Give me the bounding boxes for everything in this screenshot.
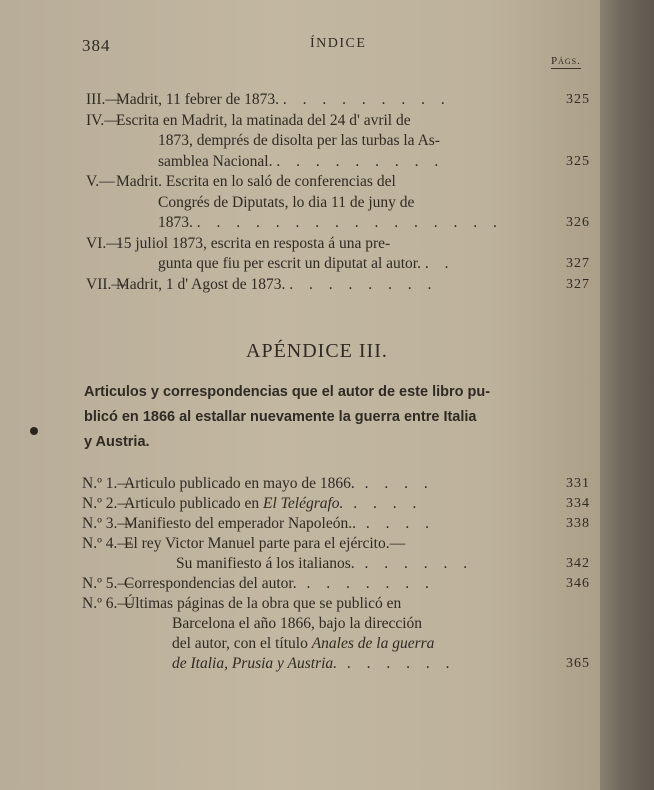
entry-number: IV.— (86, 111, 120, 129)
page-number: 384 (82, 36, 111, 55)
index-item (82, 494, 590, 514)
index-item (82, 474, 590, 494)
running-title: ÍNDICE (310, 36, 367, 51)
item-number: N.º 5.— (82, 575, 133, 592)
entry-number: VI.— (86, 234, 122, 252)
appendix-intro (84, 380, 584, 455)
item-text: El rey Victor Manuel parte para el ejército.— (124, 535, 406, 552)
leader-dots: . . . . . . . . . . . . . . . . (196, 214, 503, 231)
entry-page: 327 (566, 256, 590, 271)
entry-text: Congrés de Diputats, lo dia 11 de juny de (158, 193, 415, 211)
item-text: Su manifiesto á los italianos. (176, 555, 355, 572)
item-text: Manifiesto del emperador Napoleón.. (124, 515, 356, 532)
pages-column-label: Págs. (551, 55, 581, 67)
item-text: Barcelona el año 1866, bajo la dirección (172, 615, 423, 632)
item-page: 334 (566, 496, 590, 511)
item-page: 338 (566, 516, 590, 531)
leader-dots: . . . . . . . . . (276, 152, 445, 170)
leader-dots: . . (424, 255, 455, 272)
entry-text: samblea Nacional. (158, 152, 273, 170)
item-page: 342 (566, 556, 590, 571)
leader-dots: . . . . (354, 475, 434, 492)
appendix-2-entries (86, 90, 590, 295)
item-italic-title: El Telégrafo. (263, 495, 344, 512)
item-page: 331 (566, 476, 590, 491)
leader-dots: . . . . (356, 515, 435, 532)
entry-text: Madrit, 1 d' Agost de 1873. (116, 275, 286, 293)
entry-page: 326 (566, 215, 590, 230)
item-text: del autor, con el título (172, 635, 312, 652)
leader-dots: . . . . (343, 495, 423, 512)
index-entry (86, 234, 590, 275)
intro-line: y Austria. (84, 434, 150, 450)
item-italic-title: de Italia, Prusia y Austria. (172, 655, 338, 672)
entry-text: 15 juliol 1873, escrita en resposta á una pre- (116, 234, 391, 252)
book-spine (600, 0, 654, 790)
item-number: N.º 3.— (82, 515, 133, 532)
ink-spot (30, 427, 38, 435)
index-entry (86, 172, 590, 234)
entry-text: Madrit, 11 febrer de 1873. (116, 91, 279, 108)
intro-line: blicó en 1866 al estallar nuevamente la guerra entre Italia (84, 409, 477, 425)
entry-text: 1873. (158, 214, 193, 231)
entry-page: 325 (566, 92, 590, 107)
appendix-title: APÉNDICE III. (246, 340, 388, 362)
item-number: N.º 2.— (82, 495, 133, 512)
item-page: 346 (566, 576, 590, 591)
item-page: 365 (566, 656, 590, 671)
item-number: N.º 1.— (82, 475, 133, 492)
entry-number: VII.— (86, 275, 127, 293)
index-entry (86, 90, 590, 111)
leader-dots: . . . . . . . . . (282, 91, 451, 108)
item-italic-title: Anales de la guerra (311, 635, 435, 652)
intro-line: Articulos y correspondencias que el autor de este libro pu- (84, 384, 491, 400)
item-text: Últimas páginas de la obra que se publicó en (124, 595, 402, 612)
index-item (82, 534, 590, 574)
entry-number: V.— (86, 173, 115, 190)
item-text: Articulo publicado en (124, 495, 264, 512)
index-item (82, 594, 590, 674)
entry-text: Escrita en Madrit, la matinada del 24 d' avril de (116, 111, 411, 129)
entry-number: III.— (86, 91, 121, 108)
item-text: Articulo publicado en mayo de 1866. (124, 475, 355, 492)
index-item (82, 514, 590, 534)
entry-page: 325 (566, 153, 590, 169)
index-entry (86, 111, 590, 173)
leader-dots: . . . . . . (337, 655, 456, 672)
entry-page: 327 (566, 276, 590, 292)
index-entry (86, 275, 590, 296)
appendix-3-items (82, 474, 590, 674)
leader-dots: . . . . . . . . (289, 275, 438, 293)
index-item (82, 574, 590, 594)
leader-dots: . . . . . . . (296, 575, 435, 592)
leader-dots: . . . . . . (354, 555, 474, 572)
entry-text: Madrit. Escrita en lo saló de conferencias del (116, 173, 396, 190)
entry-text: 1873, demprés de disolta per las turbas la As- (158, 132, 440, 149)
item-number: N.º 4.— (82, 535, 133, 552)
item-text: Correspondencias del autor. (124, 575, 297, 592)
item-number: N.º 6.— (82, 595, 133, 612)
entry-text: gunta que fiu per escrit un diputat al autor. (158, 255, 421, 272)
